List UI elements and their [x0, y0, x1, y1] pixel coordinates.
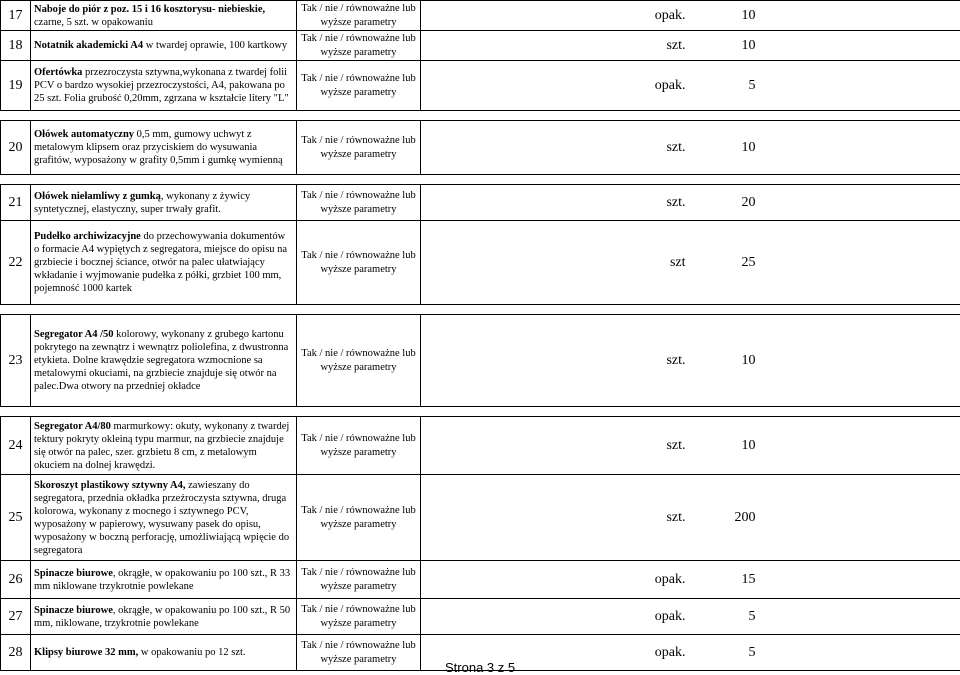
table-row — [1, 1, 960, 31]
param-text: Tak / nie / równoważne lub — [301, 32, 416, 44]
row-number: 18 — [1, 31, 31, 61]
unit-qty-cell — [421, 185, 960, 221]
quantity: 10 — [741, 437, 756, 453]
param-text: Tak / nie / równoważne lub — [301, 189, 416, 201]
row-number: 28 — [1, 635, 31, 671]
param-text: wyższe parametry — [320, 46, 397, 58]
parameters-cell — [297, 185, 421, 221]
quantity: 25 — [741, 254, 756, 270]
parameters-cell — [297, 315, 421, 407]
row-gap — [1, 407, 960, 417]
table-row — [1, 315, 960, 407]
table-row — [1, 185, 960, 221]
parameters-cell — [297, 31, 421, 61]
table-row — [1, 561, 960, 599]
item-details: 0,5 mm, gumowy uchwyt z metalowym klipsem oraz przyciskiem do wysuwania grafitów, wyposażony w grafity 0,5mm i gumkę wymienną — [34, 129, 283, 166]
item-details: w twardej oprawie, 100 kartkowy — [143, 40, 288, 51]
quantity: 10 — [741, 7, 756, 23]
row-number: 22 — [1, 221, 31, 305]
parameters-cell — [297, 561, 421, 599]
parameters-cell — [297, 417, 421, 475]
unit: szt. — [666, 37, 686, 53]
quantity: 5 — [748, 608, 756, 624]
param-text: Tak / nie / równoważne lub — [301, 639, 416, 651]
param-text: wyższe parametry — [320, 518, 397, 530]
item-name: Skoroszyt plastikowy sztywny A4, — [34, 479, 186, 491]
unit-qty-cell — [421, 561, 960, 599]
param-text: wyższe parametry — [320, 148, 397, 160]
row-number: 25 — [1, 475, 31, 561]
row-gap — [1, 175, 960, 185]
unit: szt. — [666, 194, 686, 210]
item-description — [31, 417, 297, 475]
item-name: Notatnik akademicki A4 — [34, 40, 144, 51]
param-text: wyższe parametry — [320, 203, 397, 215]
item-name: Ofertówka — [34, 67, 83, 78]
item-description — [31, 475, 297, 561]
unit: opak. — [654, 7, 686, 23]
quantity: 5 — [748, 77, 756, 93]
item-description — [31, 561, 297, 599]
unit-qty-cell — [421, 221, 960, 305]
param-text: wyższe parametry — [320, 446, 397, 458]
item-description — [31, 31, 297, 61]
item-details: , wykonany z żywicy syntetycznej, elastyczny, super trwały grafit. — [34, 190, 251, 215]
param-text: Tak / nie / równoważne lub — [301, 72, 416, 84]
table-row — [1, 61, 960, 111]
item-description — [31, 221, 297, 305]
item-details: w opakowaniu po 12 szt. — [138, 647, 246, 658]
row-number: 20 — [1, 121, 31, 175]
unit-qty-cell — [421, 599, 960, 635]
item-name: Ołówek automatyczny — [34, 129, 135, 140]
table-row — [1, 31, 960, 61]
item-description — [31, 635, 297, 671]
parameters-cell — [297, 61, 421, 111]
table-row — [1, 475, 960, 561]
item-description — [31, 121, 297, 175]
item-details: , okrągłe, w opakowaniu po 100 szt., R 50 mm, niklowane, trzykrotnie powlekane — [34, 604, 291, 629]
item-description — [31, 185, 297, 221]
row-gap — [1, 305, 960, 315]
unit: opak. — [654, 571, 686, 587]
row-number: 21 — [1, 185, 31, 221]
parameters-cell — [297, 635, 421, 671]
row-number: 19 — [1, 61, 31, 111]
param-text: Tak / nie / równoważne lub — [301, 566, 416, 578]
param-text: wyższe parametry — [320, 653, 397, 665]
item-description — [31, 315, 297, 407]
quantity: 10 — [741, 37, 756, 53]
row-gap — [1, 111, 960, 121]
row-number: 26 — [1, 561, 31, 599]
item-name: Spinacze biurowe — [34, 567, 113, 579]
item-name: Segregator A4/80 — [34, 420, 111, 432]
param-text: Tak / nie / równoważne lub — [301, 249, 416, 261]
parameters-cell — [297, 1, 421, 31]
unit: szt. — [666, 509, 686, 525]
unit-qty-cell — [421, 315, 960, 407]
table-row — [1, 599, 960, 635]
param-text: Tak / nie / równoważne lub — [301, 603, 416, 615]
unit: opak. — [654, 644, 686, 660]
unit-qty-cell — [421, 61, 960, 111]
row-number: 23 — [1, 315, 31, 407]
unit-qty-cell — [421, 475, 960, 561]
item-description — [31, 599, 297, 635]
item-details: kolorowy, wykonany z grubego kartonu pokrytego na zewnątrz i wewnątrz poliolefina, z dwustronna etykieta. Dolne krawędzie segregatora wzmocnione sa metalowymi okuciami, na grzbiecie znajduje się otwór na palec.Dwa otwory na przedniej okładce — [34, 329, 289, 392]
param-text: Tak / nie / równoważne lub — [301, 134, 416, 146]
row-number: 17 — [1, 1, 31, 31]
param-text: wyższe parametry — [320, 86, 397, 98]
row-number: 27 — [1, 599, 31, 635]
item-name: Pudełko archiwizacyjne — [34, 231, 141, 242]
quantity: 20 — [741, 194, 756, 210]
quantity: 10 — [741, 139, 756, 155]
item-details: marmurkowy: okuty, wykonany z twardej tektury pokryty okleiną typu marmur, na grzbiecie znajduje się otwór na palec, szer. grzbietu 8 cm, z metalowym okuciem na dolnej krawędzi. — [34, 420, 290, 471]
table-row — [1, 417, 960, 475]
parameters-cell — [297, 221, 421, 305]
unit-qty-cell — [421, 417, 960, 475]
quantity: 15 — [741, 571, 756, 587]
item-description — [31, 1, 297, 31]
item-name: Naboje do piór z poz. 15 i 16 kosztorysu- niebieskie, — [34, 3, 266, 15]
quantity: 5 — [748, 644, 756, 660]
param-text: Tak / nie / równoważne lub — [301, 432, 416, 444]
item-details: zawieszany do segregatora, przednia okładka przeźroczysta sztywna, druga kolorowa, wykonany z mocnego i sztywnego PCV, wyposażony w papierowy, wysuwany pasek do opisu, wyposażony w boczną perforację, umożliwiającą wpięcie do segregatora — [34, 479, 290, 556]
param-text: wyższe parametry — [320, 580, 397, 592]
item-details: do przechowywania dokumentów o formacie A4 wypiętych z segregatora, miejsce do opisu na grzbiecie i bocznej ściance, otwór na palec ułatwiający wkładanie i wyjmowanie pudełka z półki, grzbiet 100 mm, pojemność 1000 kartek — [34, 231, 288, 294]
quantity: 200 — [734, 509, 756, 525]
page-number-footer: Strona 3 z 5 — [445, 660, 516, 675]
param-text: Tak / nie / równoważne lub — [301, 347, 416, 359]
item-details: przezroczysta sztywna,wykonana z twardej folii PCV o bardzo wysokiej przezroczystości, A4, pakowana po 25 szt. Folia grubość 0,20mm, zgrzana w kształcie litery "L" — [34, 67, 289, 104]
row-number: 24 — [1, 417, 31, 475]
param-text: Tak / nie / równoważne lub — [301, 504, 416, 516]
unit: szt. — [666, 352, 686, 368]
table-row — [1, 221, 960, 305]
param-text: wyższe parametry — [320, 361, 397, 373]
parameters-cell — [297, 599, 421, 635]
unit: szt. — [666, 139, 686, 155]
param-text: Tak / nie / równoważne lub — [301, 2, 416, 14]
item-description — [31, 61, 297, 111]
param-text: wyższe parametry — [320, 617, 397, 629]
quantity: 10 — [741, 352, 756, 368]
item-name: Segregator A4 /50 — [34, 329, 114, 340]
param-text: wyższe parametry — [320, 16, 397, 28]
item-name: Spinacze biurowe — [34, 604, 113, 616]
item-name: Klipsy biurowe 32 mm, — [34, 647, 139, 658]
unit-qty-cell — [421, 31, 960, 61]
item-details: czarne, 5 szt. w opakowaniu — [34, 16, 153, 28]
unit-qty-cell — [421, 121, 960, 175]
item-details: , okrągłe, w opakowaniu po 100 szt., R 33 mm niklowane trzykrotnie powlekane — [34, 567, 291, 592]
unit-qty-cell — [421, 1, 960, 31]
parameters-cell — [297, 475, 421, 561]
parameters-cell — [297, 121, 421, 175]
table-row — [1, 121, 960, 175]
unit: opak. — [654, 77, 686, 93]
item-name: Ołówek niełamliwy z gumką — [34, 190, 161, 202]
unit: szt — [669, 254, 686, 270]
unit: opak. — [654, 608, 686, 624]
unit: szt. — [666, 437, 686, 453]
param-text: wyższe parametry — [320, 263, 397, 275]
